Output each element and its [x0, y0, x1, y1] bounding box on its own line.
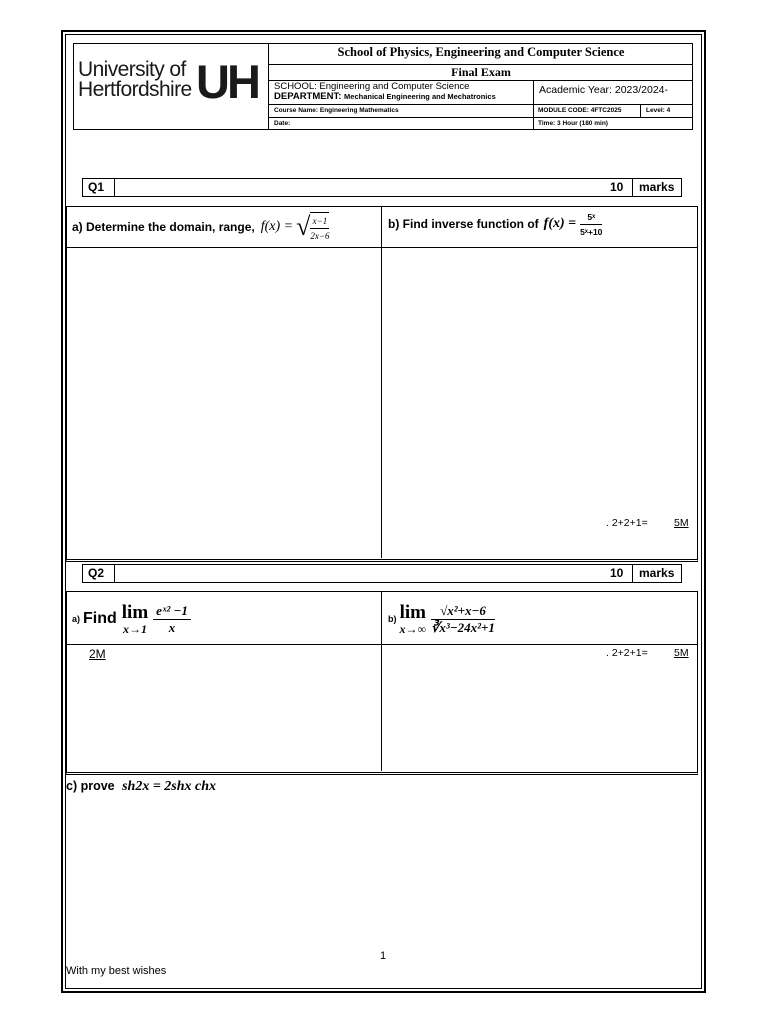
q2-part-b-numerator: √x²+x−6 — [431, 603, 495, 620]
course-name: Course Name: Engineering Mathematics — [274, 107, 399, 114]
q1-part-b-text: b) Find inverse function of — [388, 217, 539, 231]
q2-label: Q2 — [88, 566, 105, 580]
q1-marks-label: marks — [639, 180, 675, 194]
q2-part-a-find: Find — [83, 610, 117, 627]
q1-part-b-question — [388, 208, 602, 240]
exam-time: Time: 3 Hour (180 min) — [538, 120, 608, 127]
q1-part-a-numerator: x−1 — [310, 214, 329, 229]
exam-title: Final Exam — [451, 65, 511, 79]
q1-header-bar — [82, 178, 682, 197]
q2-part-c-prefix: c) prove — [66, 779, 115, 793]
sqrt-sign: √ — [296, 212, 311, 241]
date-label: Date: — [274, 120, 291, 127]
q2-bar-divider — [114, 564, 115, 583]
q2-part-b-limit — [400, 603, 427, 635]
q2-part-a-sub: x→1 — [122, 622, 147, 636]
q2-part-c-question — [66, 777, 216, 795]
q2-marks-value: 10 — [610, 566, 624, 580]
q2-marks-label: marks — [639, 566, 675, 580]
q2-part-b-sub: x→∞ — [399, 622, 427, 636]
header-divider — [269, 104, 693, 105]
q2-part-a-lim: lim — [121, 602, 149, 623]
header-divider — [640, 104, 641, 117]
q1-part-b-denominator: 5ˣ+10 — [580, 226, 603, 237]
q1-part-b-numerator: 5ˣ — [580, 210, 602, 225]
q1-part-b-fraction — [580, 210, 602, 239]
q1-part-a-denominator: 2x−6 — [310, 230, 330, 241]
q1-marks-value: 10 — [610, 180, 624, 194]
logo-line-2: Hertfordshire — [78, 78, 192, 101]
university-logo-text — [78, 60, 192, 100]
q1-answer-box — [66, 206, 698, 562]
q2-part-b-lim: lim — [399, 602, 426, 623]
q1-part-a-function: f(x) = — [260, 219, 294, 234]
level: Level: 4 — [646, 107, 671, 114]
closing-wishes: With my best wishes — [66, 965, 167, 977]
q2-part-a-marks: 2M — [89, 647, 106, 661]
q2-bar-divider — [632, 564, 633, 583]
q2-marks-total: 5M — [674, 647, 689, 659]
q1-column-divider — [381, 206, 382, 558]
q2-part-a-limit — [122, 603, 148, 635]
q2-part-a-prefix: a) — [72, 614, 81, 624]
q1-header-divider — [66, 247, 698, 248]
q2-column-divider — [381, 591, 382, 771]
department-value: Mechanical Engineering and Mechatronics — [344, 92, 496, 101]
module-code: MODULE CODE: 4FTC2025 — [538, 107, 622, 114]
page-number: 1 — [380, 950, 387, 962]
q1-part-a-fraction — [310, 212, 329, 243]
q2-header-bar — [82, 564, 682, 583]
uh-logo-mark: UH — [196, 55, 258, 108]
school-title: School of Physics, Engineering and Computer Science — [337, 45, 625, 59]
department-info — [274, 92, 496, 102]
q1-part-a-question — [72, 208, 329, 246]
q2-part-b-question — [388, 596, 495, 642]
q2-part-b-denominator: ∛x³−24x²+1 — [431, 619, 495, 635]
q2-part-a-fraction — [153, 603, 191, 636]
header-divider — [269, 117, 693, 118]
q2-part-c-expression: sh2x = 2shx chx — [122, 779, 217, 794]
q1-marks-breakdown: . 2+2+1= — [606, 517, 648, 529]
q1-bar-divider — [632, 178, 633, 197]
q2-header-divider — [66, 644, 698, 645]
q2-part-b-prefix: b) — [388, 614, 397, 624]
q1-label: Q1 — [88, 180, 105, 194]
school-value: Engineering and Computer Science — [319, 81, 470, 92]
q1-part-b-function: f(x) = — [543, 216, 577, 231]
q2-part-b-fraction — [431, 603, 495, 636]
academic-year: Academic Year: 2023/2024- — [539, 84, 669, 96]
q1-part-a-text: a) Determine the domain, range, — [72, 220, 255, 234]
q2-part-a-question — [72, 596, 191, 642]
school-label: SCHOOL: — [274, 81, 317, 92]
q2-part-a-denominator: x — [168, 619, 176, 635]
department-label: DEPARTMENT: — [274, 91, 342, 102]
header-divider — [533, 80, 534, 130]
q1-marks-total: 5M — [674, 517, 689, 529]
logo-line-1: University of — [78, 58, 186, 81]
q1-bar-divider — [114, 178, 115, 197]
q2-marks-breakdown: . 2+2+1= — [606, 647, 648, 659]
q2-part-a-numerator: eˣ² −1 — [153, 603, 191, 620]
